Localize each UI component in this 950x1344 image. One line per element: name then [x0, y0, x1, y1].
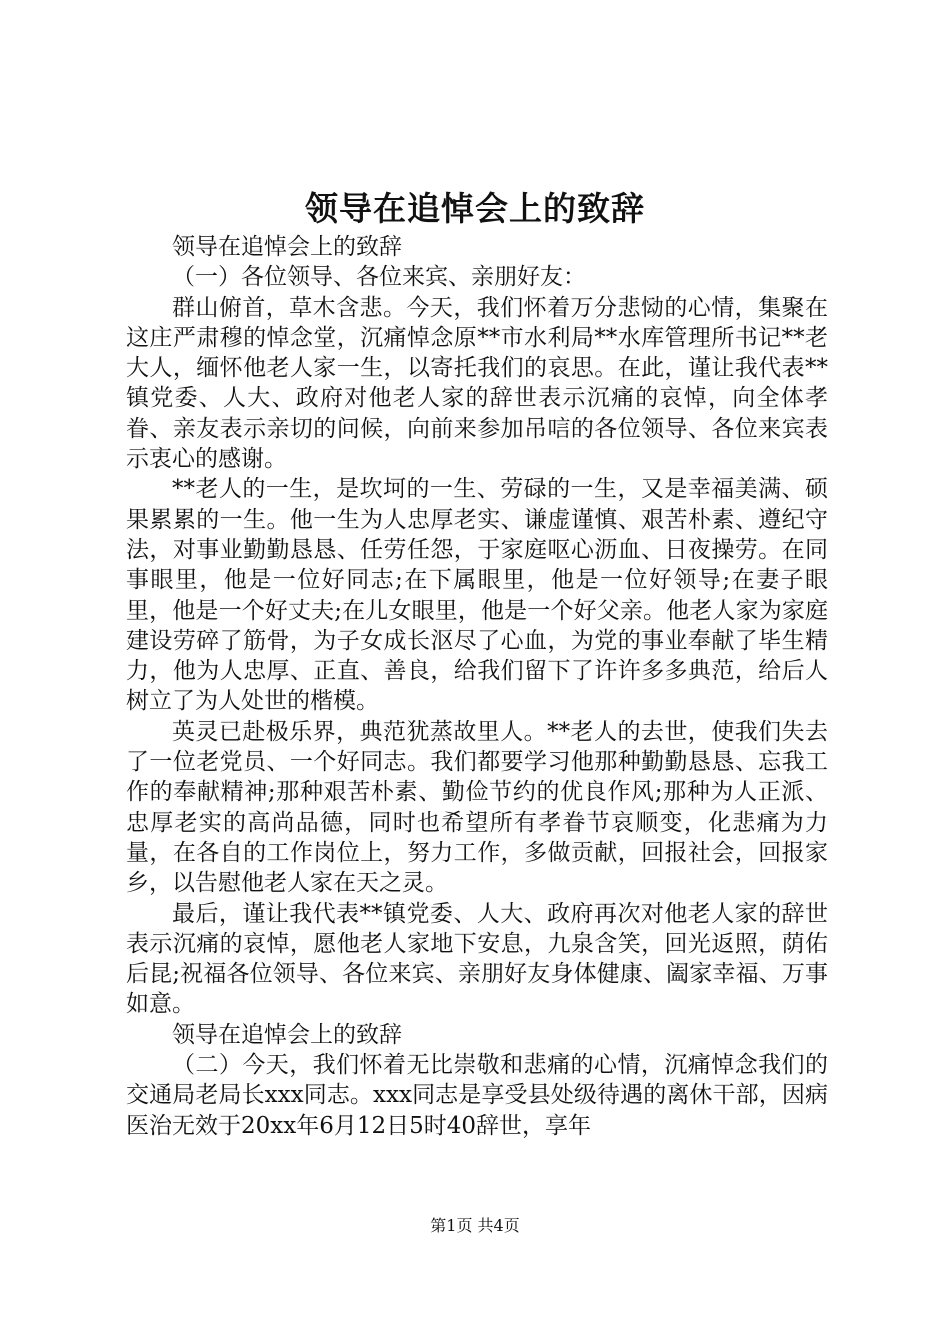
- subtitle-paragraph: 领导在追悼会上的致辞: [172, 1021, 402, 1048]
- document-title: 领导在追悼会上的致辞: [305, 189, 645, 228]
- subtitle-paragraph: 领导在追悼会上的致辞: [172, 234, 402, 260]
- salutation-paragraph: （一）各位领导、各位来宾、亲朋好友：: [172, 264, 586, 291]
- body-paragraph: 英灵已赴极乐界，典范犹蒸故里人。**老人的去世，使我们失去了一位老党员、一个好同志。我们都要学习他那种勤勤恳恳、忘我工作的奉献精神;那种艰苦朴素、勤俭节约的优良作风;那种为人正派、忠厚老实的高尚品德，同时也希望所有孝眷节哀顺变，化悲痛为力量，在各自的工作岗位上，努力工作，多做贡献，回报社会，回报家乡，以告慰他老人家在天之灵。: [126, 718, 828, 897]
- body-paragraph: 最后，谨让我代表**镇党委、人大、政府再次对他老人家的辞世表示沉痛的哀悼，愿他老人家地下安息，九泉含笑，回光返照，荫佑后昆;祝福各位领导、各位来宾、亲朋好友身体健康、阖家幸福、万事如意。: [126, 900, 828, 1018]
- body-paragraph: （二）今天，我们怀着无比崇敬和悲痛的心情，沉痛悼念我们的交通局老局长xxx同志。xxx同志是享受县处级待遇的离休干部，因病医治无效于20xx年6月12日5时40辞世，享年: [126, 1052, 828, 1139]
- body-paragraph: **老人的一生，是坎坷的一生、劳碌的一生，又是幸福美满、硕果累累的一生。他一生为人忠厚老实、谦虚谨慎、艰苦朴素、遵纪守法，对事业勤勤恳恳、任劳任怨，于家庭呕心沥血、日夜操劳。在同事眼里，他是一位好同志;在下属眼里，他是一位好领导;在妻子眼里，他是一个好丈夫;在儿女眼里，他是一个好父亲。他老人家为家庭建设劳碎了筋骨，为子女成长沤尽了心血，为党的事业奉献了毕生精力，他为人忠厚、正直、善良，给我们留下了许许多多典范，给后人树立了为人处世的楷模。: [126, 476, 828, 715]
- page-number-footer: 第1页 共4页: [430, 1216, 520, 1235]
- document-body: [126, 232, 828, 1141]
- body-paragraph: 群山俯首，草木含悲。今天，我们怀着万分悲恸的心情，集聚在这庄严肃穆的悼念堂，沉痛悼念原**市水利局**水库管理所书记**老大人，缅怀他老人家一生，以寄托我们的哀思。在此，谨让我代表**镇党委、人大、政府对他老人家的辞世表示沉痛的哀悼，向全体孝眷、亲友表示亲切的问候，向前来参加吊唁的各位领导、各位来宾表示衷心的感谢。: [126, 294, 828, 473]
